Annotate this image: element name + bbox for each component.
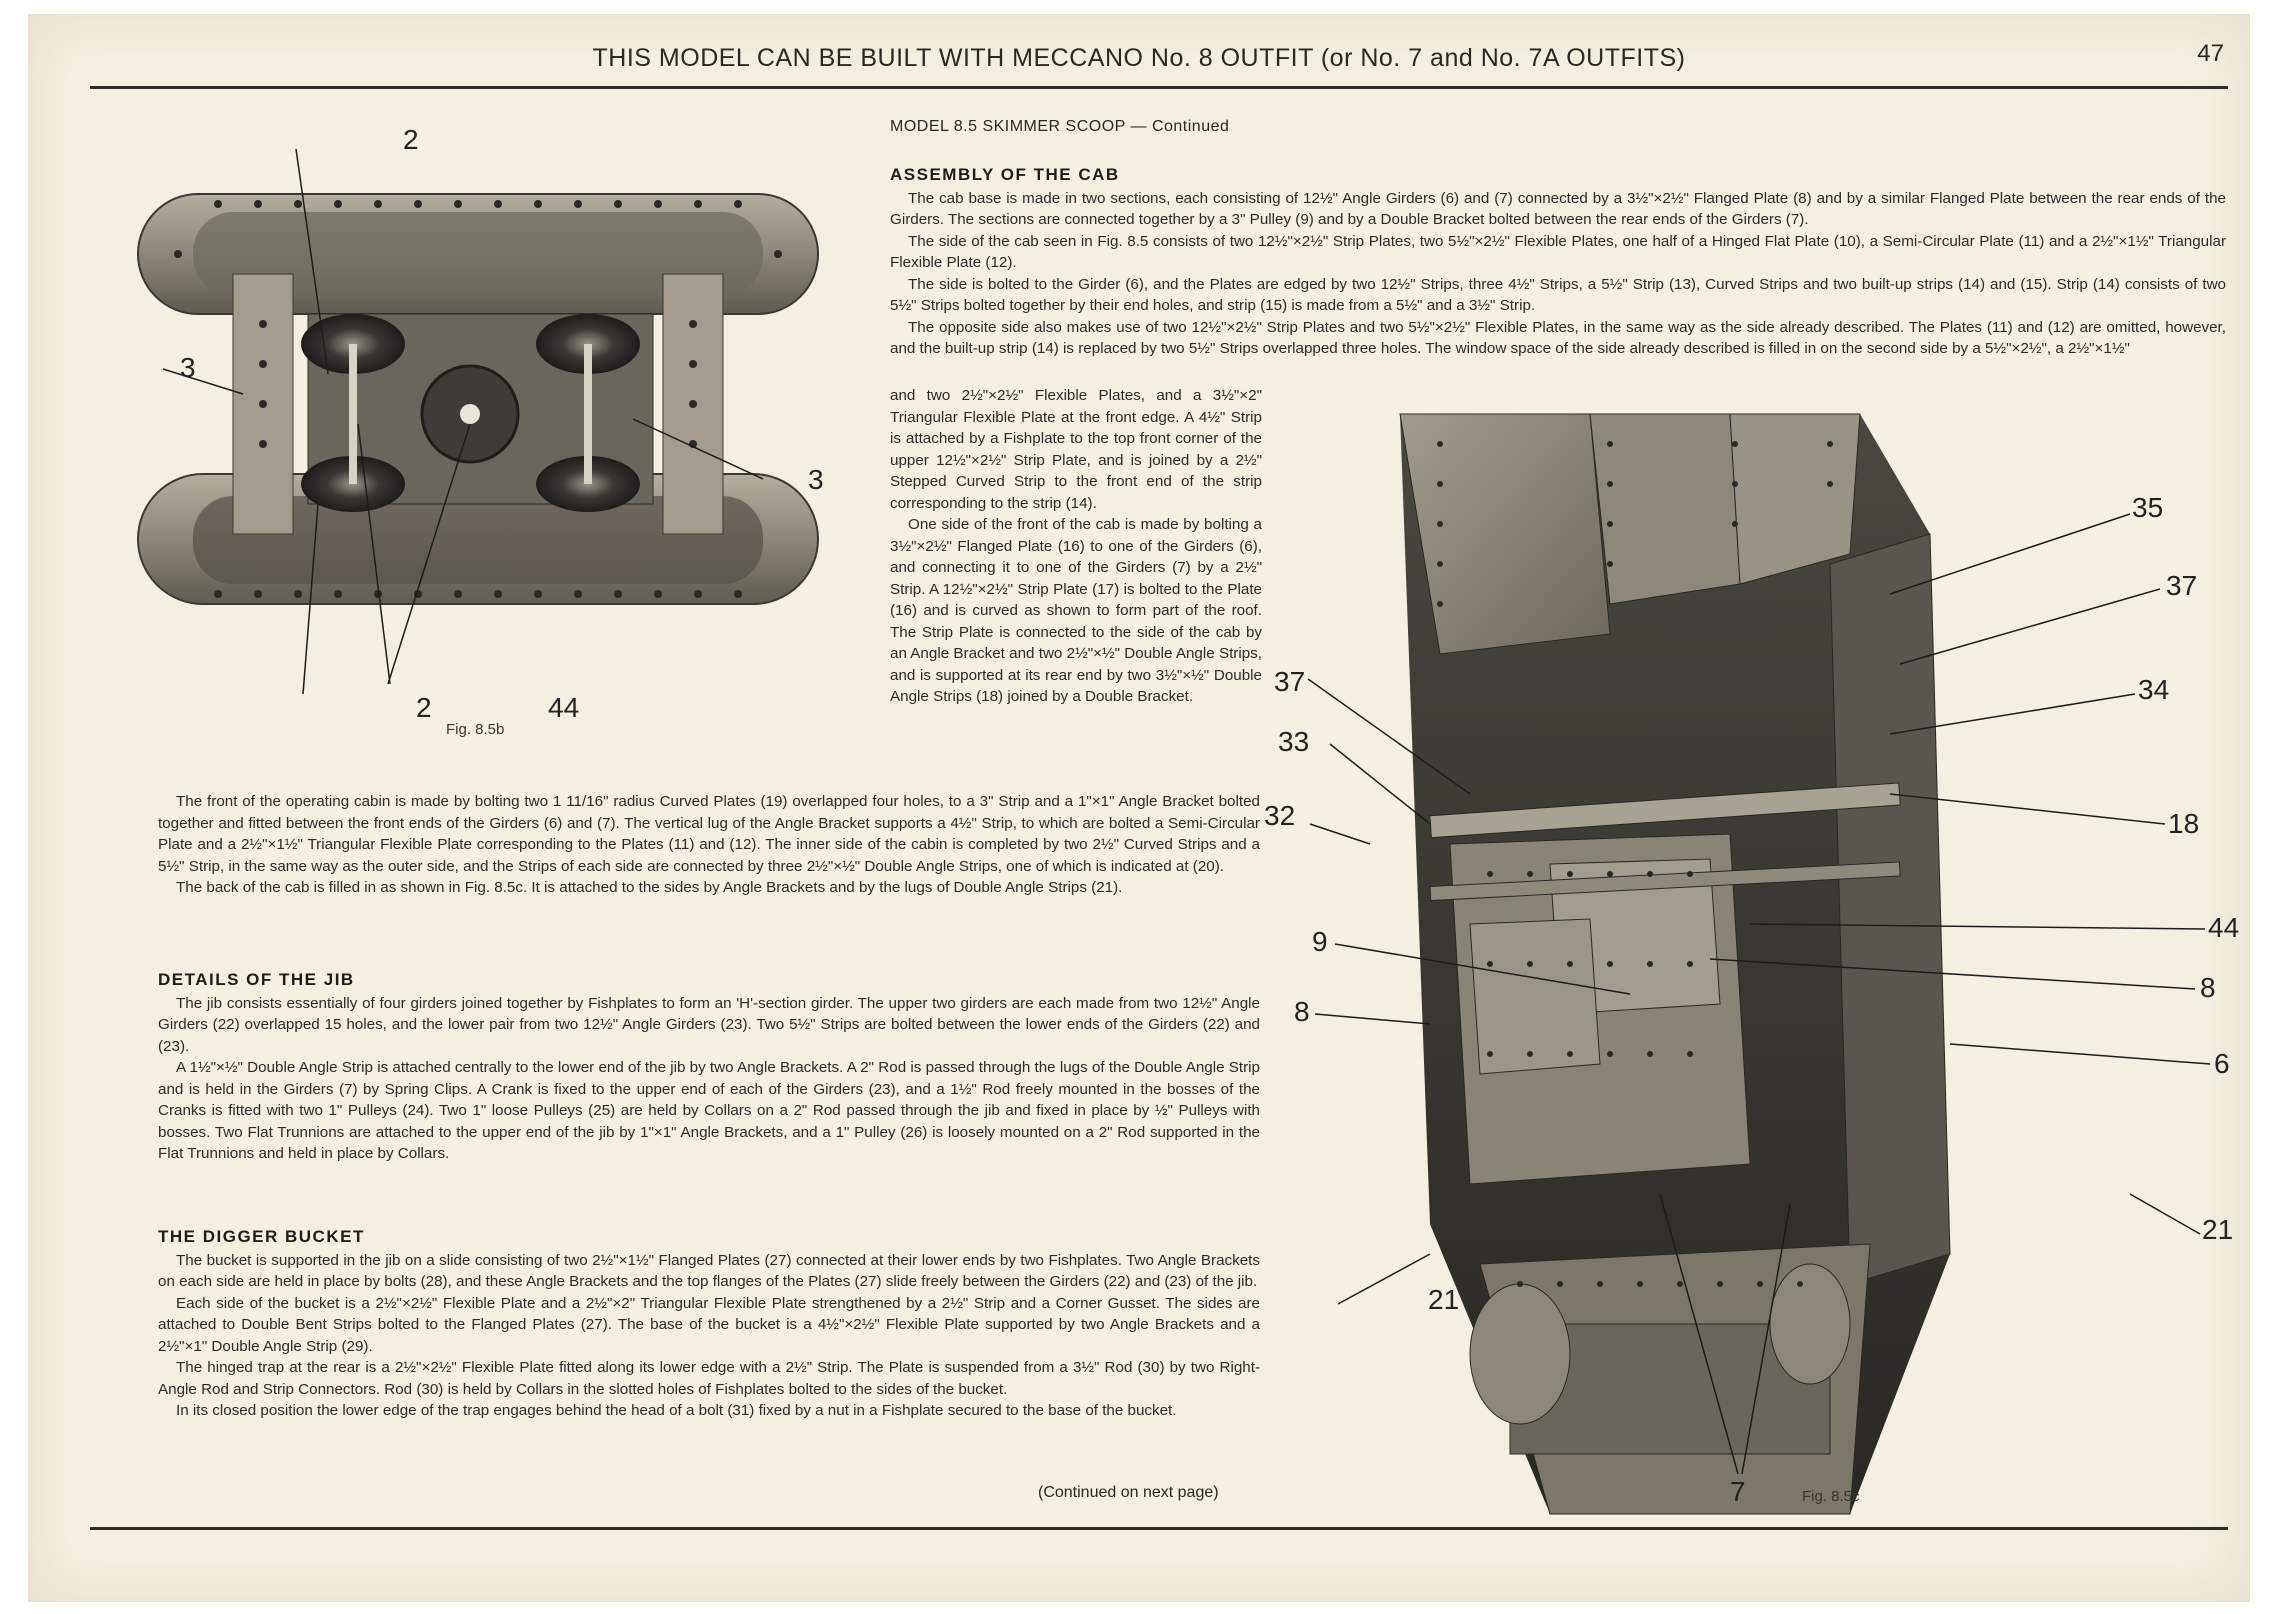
- model-line: MODEL 8.5 SKIMMER SCOOP — Continued: [890, 118, 1230, 135]
- fig-b-callout-3-right: 3: [808, 464, 824, 495]
- fig-c-callout-32: 32: [1264, 800, 1296, 831]
- digger-paragraph-2: Each side of the bucket is a 2½"×2½" Flexible Plate and a 2½"×2" Triangular Flexible Plate strengthened by a 2½" Strip and a Corner Gusset. The sides are attached to Double Bent Strips bolted to the Flanged Plates (27). The base of the bucket is a 4½"×2½" Flexible Plate supported by two Angle Brackets and a 2½"×1" Double Angle Strip (29).: [158, 1294, 1260, 1355]
- fig-c-callout-35: 35: [2132, 492, 2164, 523]
- cab-section: [890, 164, 2226, 360]
- jib-paragraph-1: The jib consists essentially of four girders joined together by Fishplates to form an 'H'-section girder. The upper two girders are each made from two 12½" Angle Girders (22) overlapped 15 holes, and the lower pair from two 12½" Angle Girders (23). Two 5½" Strips are bolted between the lower ends of the Girders (22) and (23).: [158, 994, 1260, 1055]
- fig-c-callout-37-right: 37: [2166, 570, 2198, 601]
- fig-c-callout-8-right: 8: [2200, 972, 2216, 1003]
- cab-paragraph-5: and two 2½"×2½" Flexible Plates, and a 3½"×2" Triangular Flexible Plate at the front edge. A 4½" Strip is attached by a Fishplate to the top front corner of the upper 12½"×2½" Strip Plate, and is joined by a 2½" Stepped Curved Strip to the front end of the strip corresponding to the strip (14).: [890, 387, 1262, 512]
- digger-paragraph-4: In its closed position the lower edge of the trap engages behind the head of a bolt (31) fixed by a nut in a Fishplate secured to the base of the bucket.: [176, 1402, 1177, 1419]
- fig-c-callout-7: 7: [1730, 1476, 1746, 1507]
- page: [28, 14, 2250, 1602]
- fig-c-callout-44: 44: [2208, 912, 2240, 943]
- figure-8-5b-illustration: [118, 124, 858, 724]
- fig-c-callout-8-left: 8: [1294, 996, 1310, 1027]
- fig-c-callout-37-left: 37: [1274, 666, 1306, 697]
- jib-heading: DETAILS OF THE JIB: [158, 970, 355, 989]
- fig-b-caption: Fig. 8.5b: [446, 721, 505, 738]
- cab-paragraph-2: The side of the cab seen in Fig. 8.5 consists of two 12½"×2½" Strip Plates, two 5½"×2½" Flexible Plates, one half of a Hinged Flat Plate (10), a Semi-Circular Plate (11) and a 2½"×1½" Triangular Flexible Plate (12).: [890, 232, 2226, 271]
- cab-paragraph-4: The opposite side also makes use of two 12½"×2½" Strip Plates and two 5½"×2½" Flexible Plates, in the same way as the side already described. The Plates (11) and (12) are omitted, however, and the built-up strip (14) is replaced by two 5½" Strips overlapped three holes. The window space of the side already described is filled in on the second side by a 5½"×2½", a 2½"×1½": [890, 318, 2226, 357]
- fig-c-callout-9: 9: [1312, 926, 1328, 957]
- footer-rule: [90, 1527, 2228, 1530]
- digger-heading: THE DIGGER BUCKET: [158, 1227, 365, 1246]
- fig-c-callout-34: 34: [2138, 674, 2170, 705]
- front-paragraph-2: The back of the cab is filled in as shown in Fig. 8.5c. It is attached to the sides by Angle Brackets and by the lugs of Double Angle Strips (21).: [176, 879, 1123, 896]
- jib-paragraph-2: A 1½"×½" Double Angle Strip is attached centrally to the lower end of the jib by two Angle Brackets. A 2" Rod is passed through the lugs of the Double Angle Strip and is held in the Girders (7) by Spring Clips. A Crank is fixed to the upper end of each of the Girders (23), and a 1½" Rod freely mounted in the bosses of the Cranks is fitted with two 1" Pulleys (24). Two 1" loose Pulleys (25) are held by Collars on a 2" Rod passed through the jib and fixed in place by ½" Pulleys with bosses. Two Flat Trunnions are attached to the upper end of the jib by 1"×1" Angle Brackets, and a 1" Pulley (26) is loosely mounted on a 2" Rod supported in the Flat Trunnions and held in place by Collars.: [158, 1059, 1260, 1162]
- digger-section: [158, 1226, 1260, 1422]
- fig-c-callout-6: 6: [2214, 1048, 2230, 1079]
- digger-paragraph-1: The bucket is supported in the jib on a slide consisting of two 2½"×1½" Flanged Plates (27) connected at their lower ends by two Fishplates. Two Angle Brackets on each side are held in place by bolts (28), and these Angle Brackets and the top flanges of the Plates (27) slide freely between the Girders (22) and (23) of the jib.: [158, 1251, 1260, 1290]
- page-number: 47: [2197, 40, 2224, 67]
- page-header-title: THIS MODEL CAN BE BUILT WITH MECCANO No. 8 OUTFIT (or No. 7 and No. 7A OUTFITS): [592, 44, 1686, 72]
- front-section: [158, 791, 1260, 899]
- cab-paragraph-1: The cab base is made in two sections, each consisting of 12½" Angle Girders (6) and (7) connected by a 3½"×2½" Flanged Plate (8) and by a similar Flanged Plate between the rear ends of the Girders. The sections are connected together by a 3" Pulley (9) and by a Double Bracket bolted between the rear ends of the Girders (7).: [890, 189, 2226, 228]
- cab-paragraph-3: The side is bolted to the Girder (6), and the Plates are edged by two 12½" Strips, three 4½" Strips, a 5½" Strip (13), Curved Strips and two built-up strips (14) and (15). Strip (14) consists of two 5½" Strips bolted together by their end holes, and strip (15) is made from a 5½" and a 3½" Strip.: [890, 275, 2226, 314]
- cab-paragraph-6: One side of the front of the cab is made by bolting a 3½"×2½" Flanged Plate (16) to one of the Girders (6), and connecting it to one of the Girders (7) by a 2½" Strip. A 12½"×2½" Strip Plate (17) is bolted to the Plate (16) and is curved as shown to form part of the roof. The Strip Plate is connected to the side of the cab by an Angle Bracket and two 2½"×½" Double Angle Strips, and is supported at its rear end by two 3½"×½" Double Angle Strips (18) joined by a Double Bracket.: [890, 516, 1262, 705]
- fig-c-callout-18: 18: [2168, 808, 2200, 839]
- fig-b-callout-2-bottom: 2: [416, 692, 432, 723]
- cab-narrow-column: [890, 385, 1262, 708]
- digger-paragraph-3: The hinged trap at the rear is a 2½"×2½" Flexible Plate fitted along its lower edge with a 2½" Strip. The Plate is suspended from a 3½" Rod (30) by two Right-Angle Rod and Strip Connectors. Rod (30) is held by Collars in the slotted holes of Fishplates bolted to the sides of the bucket.: [158, 1359, 1260, 1398]
- figure-8-5c: [1264, 404, 2250, 1524]
- fig-c-callout-33: 33: [1278, 726, 1310, 757]
- fig-c-callout-21-left: 21: [1428, 1284, 1460, 1315]
- figure-8-5b: [118, 124, 858, 724]
- front-paragraph-1: The front of the operating cabin is made by bolting two 1 11/16" radius Curved Plates (19) overlapped four holes, to a 3" Strip and a 1"×1" Angle Bracket bolted together and fitted between the front ends of the Girders (6) and (7). The vertical lug of the Angle Bracket supports a 4½" Strip, to which are bolted a Semi-Circular Plate and a 2½"×1½" Triangular Flexible Plate corresponding to the Plates (11) and (12). The inner side of the cabin is completed by two 2½" Curved Strips and a 5½" Strip, in the same way as the outer side, and the Strips of each side are connected by three 2½"×½" Double Angle Strips, one of which is indicated at (20).: [158, 793, 1260, 875]
- fig-b-callout-44: 44: [548, 692, 580, 723]
- continued-note: (Continued on next page): [1038, 1484, 1219, 1501]
- figure-8-5c-illustration: [1290, 404, 2250, 1524]
- cab-heading: ASSEMBLY OF THE CAB: [890, 165, 1120, 184]
- fig-b-callout-3-left: 3: [180, 352, 196, 383]
- fig-c-caption: Fig. 8.5c: [1802, 1488, 1860, 1505]
- header-rule: [90, 86, 2228, 89]
- fig-b-callout-2-top: 2: [403, 124, 419, 155]
- jib-section: [158, 969, 1260, 1165]
- fig-c-callout-21-right: 21: [2202, 1214, 2234, 1245]
